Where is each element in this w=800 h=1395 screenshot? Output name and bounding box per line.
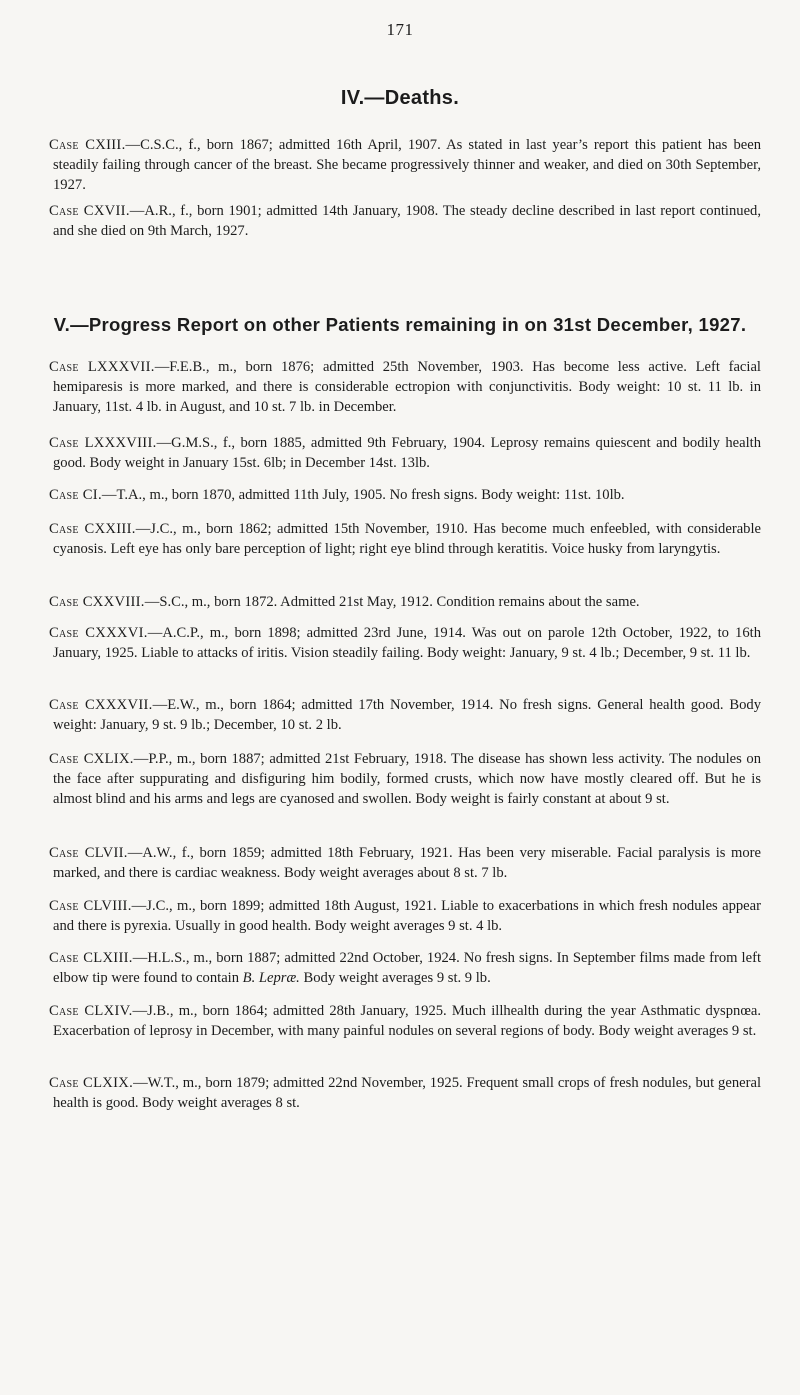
- case-text: —T.A., m., born 1870, admitted 11th July, 1905. No fresh signs. Body weight: 11st. 10lb.: [101, 486, 625, 503]
- case-entry: [49, 592, 761, 612]
- case-label: Case CXXXVII.: [49, 696, 153, 713]
- case-entry: [49, 485, 761, 505]
- case-label: Case CXVII.: [49, 202, 130, 219]
- case-text: —J.B., m., born 1864; admitted 28th January, 1925. Much illhealth during the year Asthmatic dyspnœa. Exacerbation of leprosy in December, with many painful nodules on several regions of body. Body weight averages 9 st.: [53, 1002, 761, 1039]
- case-entry: [49, 749, 761, 809]
- case-text: —S.C., m., born 1872. Admitted 21st May, 1912. Condition remains about the same.: [144, 593, 640, 610]
- case-label: Case CXXIII.: [49, 520, 136, 537]
- case-label: Case CI.: [49, 486, 102, 503]
- section-heading-deaths: IV.—Deaths.: [340, 87, 460, 109]
- case-entry: [49, 1001, 761, 1041]
- case-text: —A.C.P., m., born 1898; admitted 23rd June, 1914. Was out on parole 12th October, 1922, to 16th January, 1925. Liable to attacks of iritis. Vision steadily failing. Body weight: January, 9 st. 4 lb.; December, 9 st. 11 lb.: [53, 624, 762, 661]
- case-text: —J.C., m., born 1862; admitted 15th November, 1910. Has become much enfeebled, with considerable cyanosis. Left eye has only bare perception of light; right eye blind through keratitis. Voice husky from laryngytis.: [53, 520, 761, 557]
- case-text-tail: Body weight averages 9 st. 9 lb.: [299, 969, 491, 986]
- case-entry: [49, 896, 761, 936]
- case-text: —W.T., m., born 1879; admitted 22nd November, 1925. Frequent small crops of fresh nodules, but general health is good. Body weight averages 8 st.: [53, 1074, 761, 1111]
- case-label: Case CLVII.: [49, 844, 128, 861]
- case-text-italic: B. Lepræ.: [242, 969, 300, 986]
- case-label: Case CXXXVI.: [49, 624, 148, 641]
- case-text: —A.W., f., born 1859; admitted 18th February, 1921. Has been very miserable. Facial paralysis is more marked, and there is cardiac weakness. Body weight averages about 8 st. 7 lb.: [53, 844, 761, 881]
- case-text: —A.R., f., born 1901; admitted 14th January, 1908. The steady decline described in last report continued, and she died on 9th March, 1927.: [53, 202, 761, 239]
- case-label: Case CLXIII.: [49, 949, 133, 966]
- case-text: —F.E.B., m., born 1876; admitted 25th November, 1903. Has become less active. Left facial hemiparesis is more marked, and there is considerable ectropion with conjunctivitis. Body weight: 10 st. 11 lb. in January, 11st. 4 lb. in August, and 10 st. 7 lb. in December.: [53, 358, 761, 415]
- case-entry: [49, 948, 761, 988]
- case-label: Case CLXIX.: [49, 1074, 134, 1091]
- case-entry: [49, 135, 761, 195]
- case-entry: [49, 623, 762, 663]
- case-label: Case CXXVIII.: [49, 593, 145, 610]
- case-entry: [49, 519, 761, 559]
- case-label: Case CXLIX.: [49, 750, 134, 767]
- case-label: Case CLVIII.: [49, 897, 132, 914]
- case-text: —E.W., m., born 1864; admitted 17th November, 1914. No fresh signs. General health good. Body weight: January, 9 st. 9 lb.; December, 10 st. 2 lb.: [53, 696, 762, 733]
- case-label: Case LXXXVIII.: [49, 434, 157, 451]
- case-entry: [49, 357, 761, 417]
- case-entry: [49, 843, 761, 883]
- page-number: 171: [386, 20, 414, 39]
- case-entry: [49, 433, 762, 473]
- case-label: Case CLXIV.: [49, 1002, 133, 1019]
- case-text: —H.L.S., m., born 1887; admitted 22nd October, 1924. No fresh signs. In September films made from left elbow tip were found to contain: [53, 949, 761, 986]
- section-heading-progress: V.—Progress Report on other Patients remaining in on 31st December, 1927.: [53, 314, 747, 335]
- case-label: Case CXIII.: [49, 136, 126, 153]
- case-text: —C.S.C., f., born 1867; admitted 16th April, 1907. As stated in last year’s report this patient has been steadily failing through cancer of the breast. She became progressively thinner and weaker, and died on 30th September, 1927.: [53, 136, 761, 193]
- case-entry: [49, 201, 761, 241]
- case-text: —G.M.S., f., born 1885, admitted 9th February, 1904. Leprosy remains quiescent and bodily health good. Body weight in January 15st. 6lb; in December 14st. 13lb.: [53, 434, 762, 471]
- case-entry: [49, 1073, 761, 1113]
- case-text: —J.C., m., born 1899; admitted 18th August, 1921. Liable to exacerbations in which fresh nodules appear and there is pyrexia. Usually in good health. Body weight averages 9 st. 4 lb.: [53, 897, 761, 934]
- case-label: Case LXXXVII.: [49, 358, 155, 375]
- case-text: —P.P., m., born 1887; admitted 21st February, 1918. The disease has shown less activity. The nodules on the face after suppurating and disfiguring him bodily, formed crusts, which now have mostly cleared off. But he is almost blind and his arms and legs are cyanosed and swollen. Body weight is fairly constant at about 9 st.: [53, 750, 761, 807]
- case-entry: [49, 695, 762, 735]
